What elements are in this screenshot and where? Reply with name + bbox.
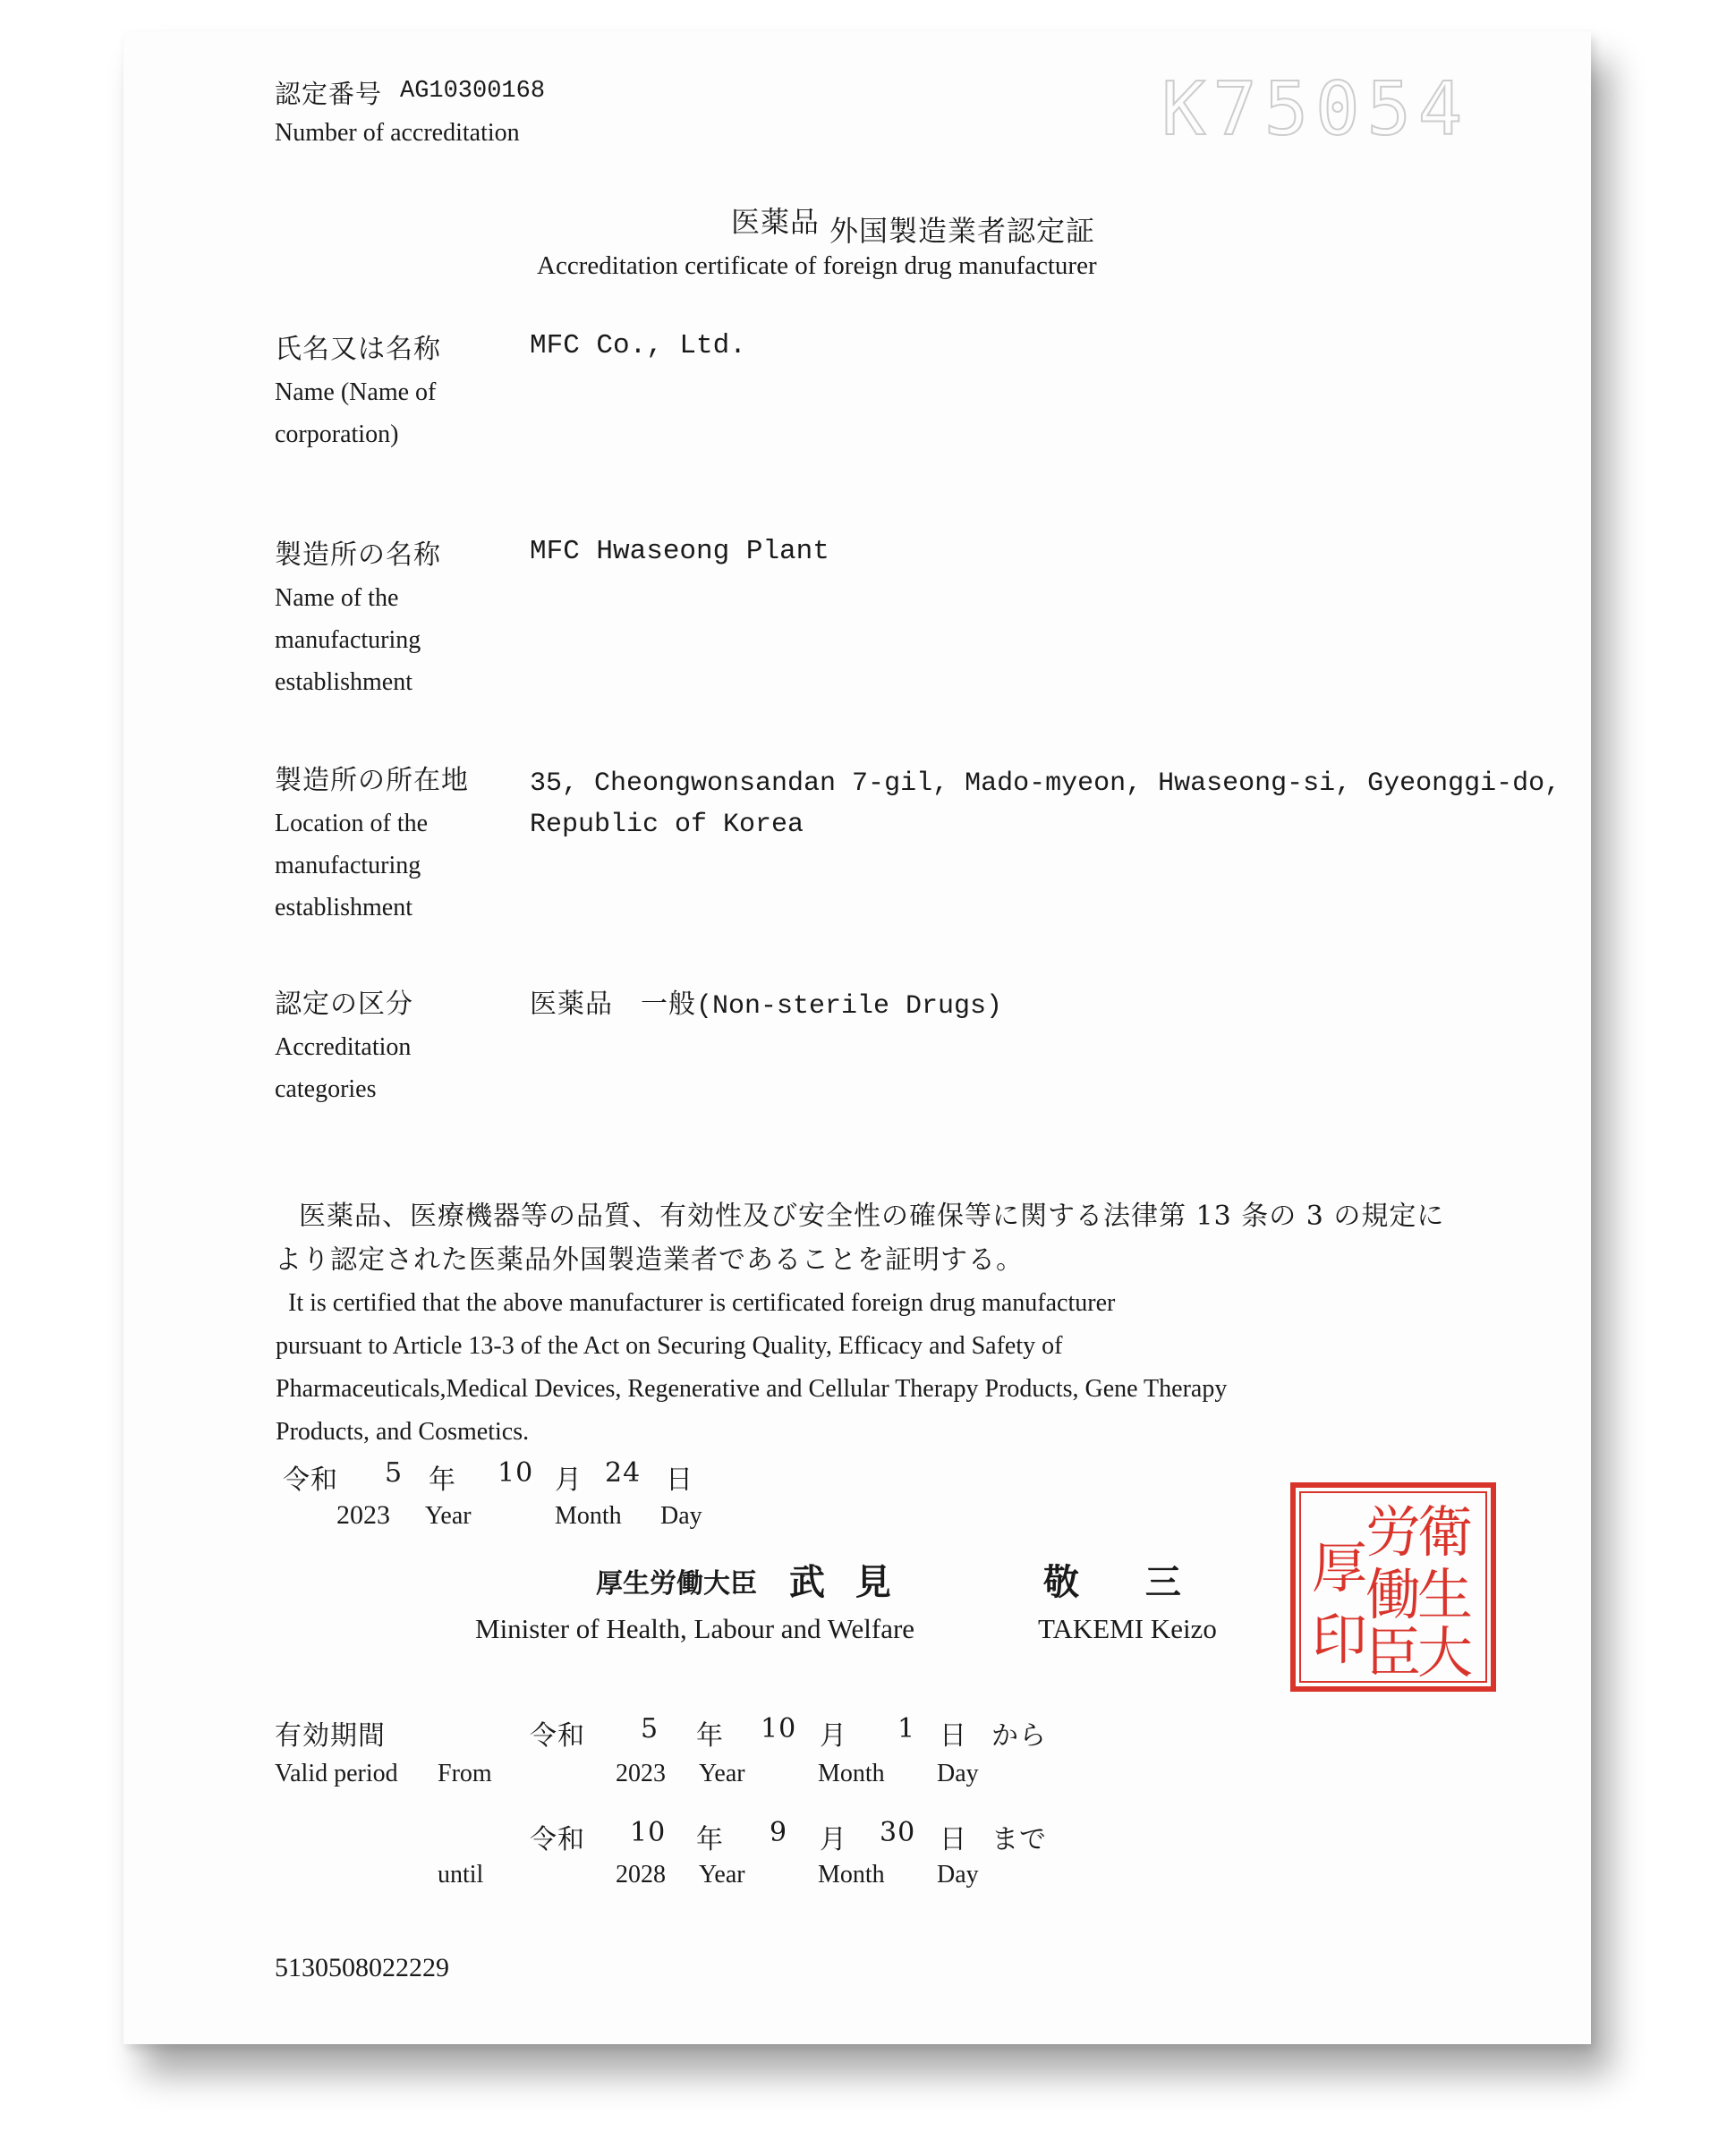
category-value-en: (Non-sterile Drugs): [696, 991, 1003, 1022]
signatory-name-en: TAKEMI Keizo: [1038, 1613, 1217, 1644]
category-label-en-line: categories: [275, 1075, 377, 1103]
certification-en-line: Products, and Cosmetics.: [276, 1418, 530, 1446]
validity-until-label: until: [438, 1861, 484, 1889]
signatory-name-jp-given: 敬 三: [1043, 1561, 1208, 1603]
seal-char: 厚: [1311, 1535, 1368, 1600]
establishment-name-value: MFC Hwaseong Plant: [530, 536, 829, 567]
title-jp-part2: 外国製造業者認定証: [829, 214, 1096, 248]
location-label-en-line: Location of the: [275, 810, 429, 837]
establishment-name-label-jp: 製造所の名称: [275, 539, 441, 571]
name-label-en-line: Name (Name of: [275, 378, 437, 406]
from-month: 10: [761, 1713, 797, 1744]
until-month: 9: [770, 1817, 788, 1848]
until-year-kanji: 年: [696, 1824, 724, 1855]
until-era: 令和: [530, 1824, 585, 1855]
issue-month: 10: [498, 1457, 534, 1489]
issue-era: 令和: [283, 1464, 338, 1496]
signatory-title-en: Minister of Health, Labour and Welfare: [475, 1613, 915, 1644]
issue-day: 24: [605, 1457, 642, 1489]
accreditation-number-label-jp: 認定番号: [275, 79, 383, 109]
certification-jp-line: より認定された医薬品外国製造業者であることを証明する。: [275, 1244, 1024, 1276]
issue-era-year: 5: [385, 1457, 404, 1489]
validity-from-label: From: [438, 1760, 492, 1787]
from-month-kanji: 月: [820, 1720, 847, 1752]
until-year-en: Year: [699, 1861, 745, 1889]
seal-char: 衛: [1416, 1499, 1474, 1565]
signatory-title-jp: 厚生労働大臣: [596, 1568, 757, 1600]
until-suffix: まで: [991, 1824, 1047, 1855]
from-era: 令和: [530, 1720, 585, 1752]
from-day: 1: [897, 1713, 916, 1744]
category-label-jp: 認定の区分: [275, 989, 413, 1020]
seal-char: 臣: [1365, 1620, 1422, 1685]
location-value-line: Republic of Korea: [530, 810, 804, 840]
validity-label-en: Valid period: [275, 1760, 398, 1787]
seal-char: 印: [1311, 1607, 1368, 1672]
until-western-year: 2028: [616, 1861, 666, 1889]
location-value: [530, 763, 1561, 845]
name-label-en-line: corporation): [275, 420, 399, 448]
until-day-kanji: 日: [940, 1824, 967, 1855]
certification-en: [276, 1282, 1228, 1454]
category-label-en-line: Accreditation: [275, 1033, 412, 1061]
location-label-en-line: establishment: [275, 894, 412, 921]
certification-en-line: Pharmaceuticals,Medical Devices, Regenerative and Cellular Therapy Products, Gene Therapy: [276, 1375, 1228, 1403]
until-month-kanji: 月: [820, 1824, 847, 1855]
seal-char: 働: [1365, 1562, 1422, 1627]
issue-year-en: Year: [425, 1502, 472, 1530]
location-label-en: [275, 802, 428, 929]
from-day-kanji: 日: [940, 1720, 967, 1752]
category-value-jp: 医薬品 一般: [530, 989, 696, 1020]
issue-month-kanji: 月: [555, 1464, 583, 1496]
name-label-jp: 氏名又は名称: [275, 334, 441, 365]
category-label-en: [275, 1026, 411, 1110]
establishment-name-label-en: [275, 577, 421, 703]
location-label-en-line: manufacturing: [275, 852, 421, 879]
issue-day-kanji: 日: [666, 1464, 693, 1496]
issue-month-en: Month: [555, 1502, 622, 1530]
category-value: [530, 981, 1002, 1022]
validity-label-jp: 有効期間: [275, 1720, 386, 1752]
title-en: Accreditation certificate of foreign drug manufacturer: [537, 251, 1097, 280]
from-month-en: Month: [818, 1760, 885, 1787]
establishment-name-label-en-line: establishment: [275, 668, 412, 696]
from-day-en: Day: [937, 1760, 979, 1787]
name-label-en: [275, 371, 436, 455]
until-month-en: Month: [818, 1861, 885, 1889]
location-label-jp: 製造所の所在地: [275, 765, 469, 796]
from-year-en: Year: [699, 1760, 745, 1787]
from-era-year: 5: [641, 1713, 659, 1744]
accreditation-number-label-en: Number of accreditation: [275, 119, 520, 147]
until-day: 30: [880, 1817, 916, 1848]
from-suffix: から: [991, 1720, 1047, 1752]
serial-number: 5130508022229: [275, 1953, 449, 1982]
perforation-stamp: K75054: [1161, 67, 1470, 152]
minister-seal-stamp: [1288, 1480, 1499, 1694]
certificate-sheet: [123, 31, 1591, 2044]
certification-en-line: It is certified that the above manufacturer is certificated foreign drug manufacturer: [288, 1289, 1116, 1317]
certification-en-line: pursuant to Article 13-3 of the Act on Securing Quality, Efficacy and Safety of: [276, 1332, 1063, 1360]
seal-char: 大: [1416, 1620, 1474, 1685]
accreditation-number: AG10300168: [400, 78, 546, 105]
location-value-line: 35, Cheongwonsandan 7-gil, Mado-myeon, Hwaseong-si, Gyeonggi-do,: [530, 768, 1561, 799]
issue-year-kanji: 年: [429, 1464, 456, 1496]
establishment-name-label-en-line: Name of the: [275, 584, 399, 612]
signatory-name-jp-family: 武 見: [789, 1561, 900, 1603]
from-western-year: 2023: [616, 1760, 666, 1787]
certification-jp: [275, 1194, 1445, 1282]
issue-western-year: 2023: [336, 1500, 390, 1530]
until-day-en: Day: [937, 1861, 979, 1889]
until-era-year: 10: [630, 1817, 667, 1848]
seal-char: 労: [1365, 1499, 1422, 1565]
title-jp-part1: 医薬品: [731, 205, 821, 239]
from-year-kanji: 年: [696, 1720, 724, 1752]
issue-day-en: Day: [660, 1502, 702, 1530]
certification-jp-line: 医薬品、医療機器等の品質、有効性及び安全性の確保等に関する法律第 13 条の 3 の規定に: [299, 1201, 1445, 1232]
establishment-name-label-en-line: manufacturing: [275, 626, 421, 654]
name-value: MFC Co., Ltd.: [530, 330, 746, 361]
seal-char: 生: [1416, 1562, 1474, 1627]
